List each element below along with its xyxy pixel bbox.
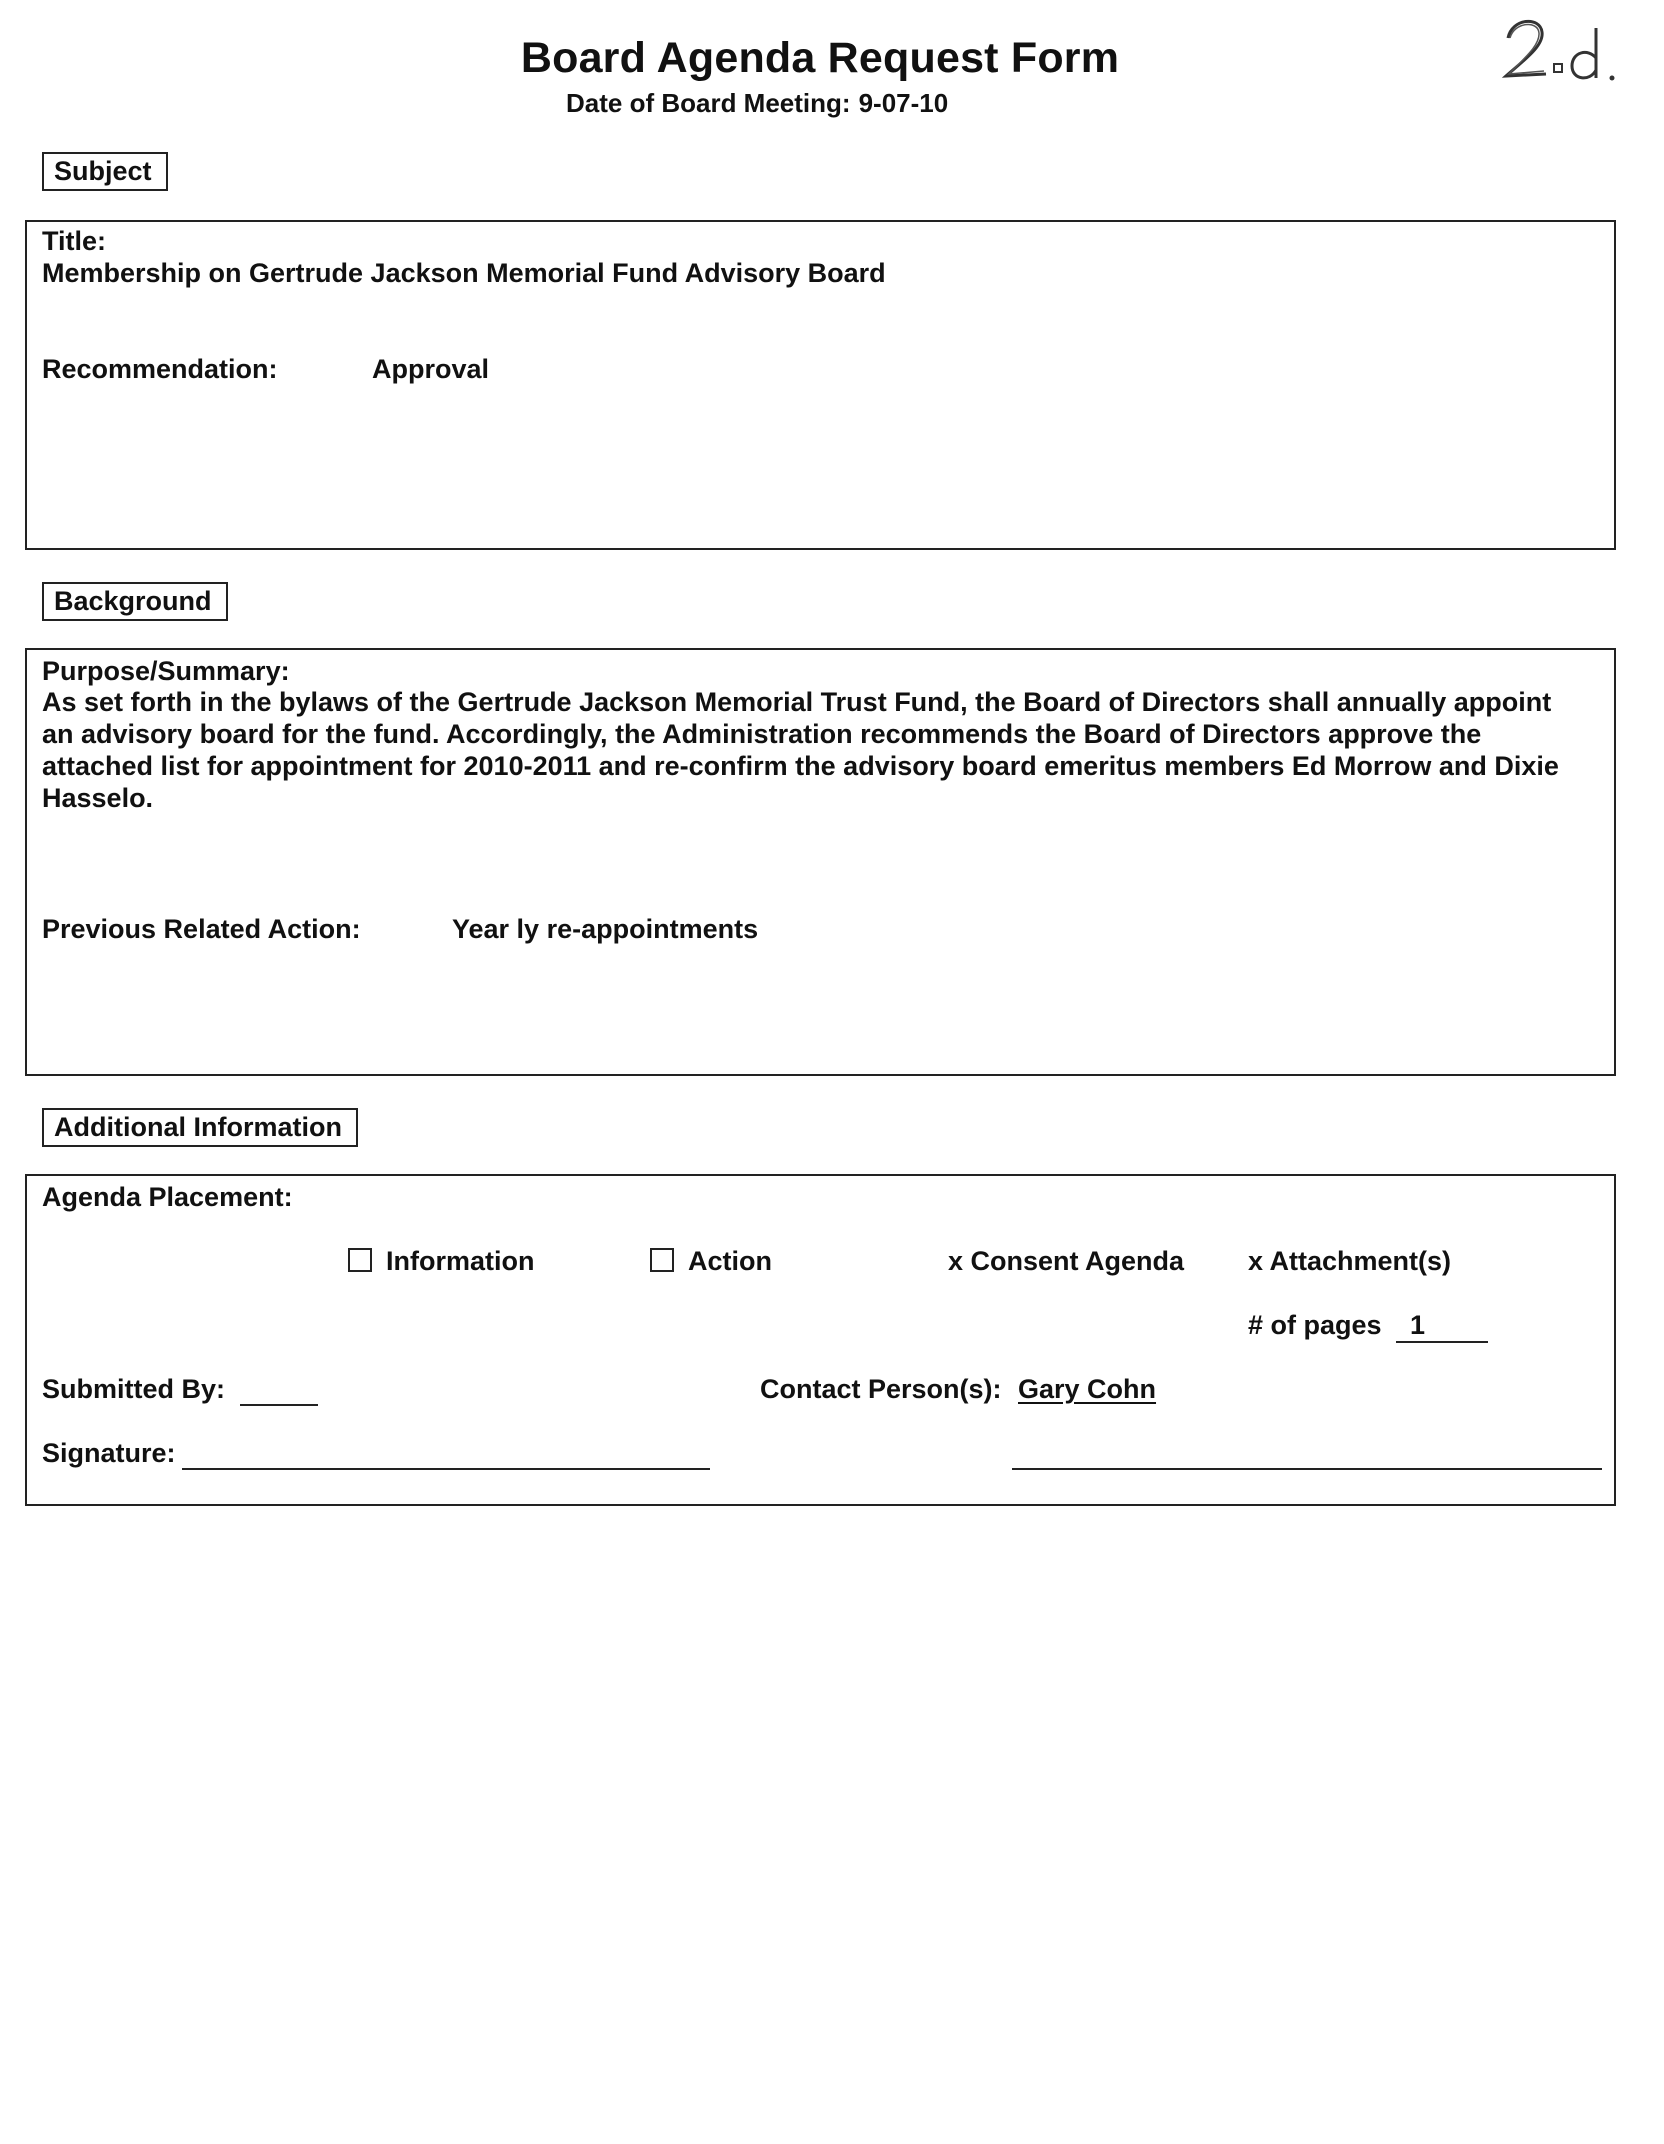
title-value: Membership on Gertrude Jackson Memorial Fund Advisory Board bbox=[42, 258, 886, 288]
action-checkbox[interactable] bbox=[650, 1248, 674, 1272]
attachments-option: x Attachment(s) bbox=[1248, 1246, 1452, 1276]
pages-value: 1 bbox=[1410, 1310, 1426, 1340]
contact-person-label: Contact Person(s): bbox=[760, 1374, 1002, 1404]
meeting-date-value: 9-07-10 bbox=[858, 88, 949, 118]
contact-person-value: Gary Cohn bbox=[1018, 1374, 1157, 1404]
meeting-date-label: Date of Board Meeting: bbox=[566, 88, 851, 118]
information-checkbox[interactable] bbox=[348, 1248, 372, 1272]
background-tag: Background bbox=[42, 582, 228, 621]
recommendation-label: Recommendation: bbox=[42, 354, 278, 384]
purpose-label: Purpose/Summary: bbox=[42, 656, 290, 686]
submitted-by-label: Submitted By: bbox=[42, 1374, 226, 1404]
information-option-label: Information bbox=[386, 1246, 535, 1276]
pages-underline bbox=[1396, 1341, 1488, 1343]
form-title: Board Agenda Request Form bbox=[520, 34, 1120, 82]
handwritten-mark-2d bbox=[1500, 8, 1630, 98]
signature-label: Signature: bbox=[42, 1438, 176, 1468]
meeting-date-line bbox=[566, 88, 956, 119]
recommendation-value: Approval bbox=[372, 354, 490, 384]
purpose-text: As set forth in the bylaws of the Gertrude Jackson Memorial Trust Fund, the Board of Directors shall annually appoint an advisory board for the fund. Accordingly, the Administration recommends the Board of Directors approve the attached list for appointment for 2010-2011 and re-confirm the advisory board emeritus members Ed Morrow and Dixie Hasselo. bbox=[42, 687, 1559, 813]
previous-action-value: Year ly re-appointments bbox=[452, 914, 759, 944]
additional-info-tag: Additional Information bbox=[42, 1108, 358, 1147]
title-label: Title: bbox=[42, 226, 107, 256]
previous-action-label: Previous Related Action: bbox=[42, 914, 361, 944]
contact-signature-line[interactable] bbox=[1012, 1468, 1602, 1470]
subject-tag: Subject bbox=[42, 152, 168, 191]
agenda-placement-label: Agenda Placement: bbox=[42, 1182, 293, 1212]
pages-label: # of pages bbox=[1248, 1310, 1382, 1340]
submitted-by-line[interactable] bbox=[240, 1404, 318, 1406]
signature-line[interactable] bbox=[182, 1468, 710, 1470]
action-option-label: Action bbox=[688, 1246, 772, 1276]
consent-agenda-option: x Consent Agenda bbox=[948, 1246, 1185, 1276]
